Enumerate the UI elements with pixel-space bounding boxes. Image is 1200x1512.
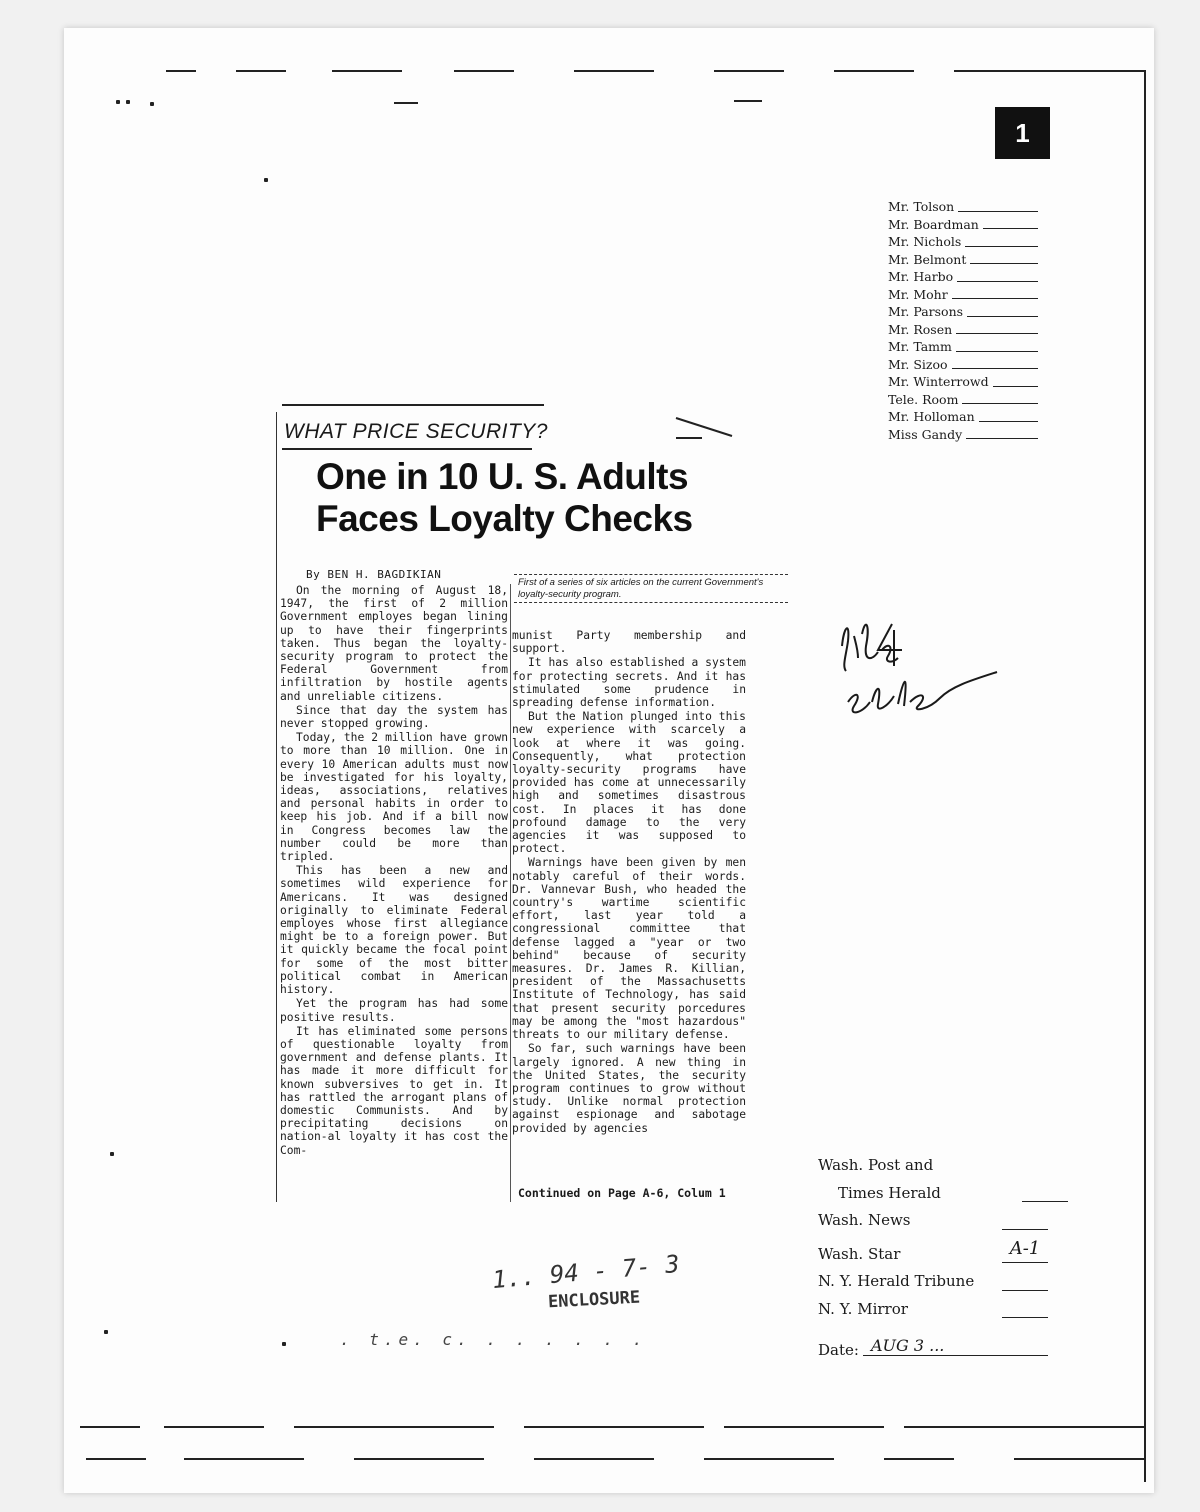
- paragraph: Yet the program has had some positive results.: [280, 997, 508, 1024]
- routing-row: [888, 356, 1038, 374]
- routing-blank: [952, 298, 1038, 299]
- article-headline: [316, 456, 693, 540]
- routing-name: Mr. Rosen: [888, 321, 953, 337]
- publication-row: [818, 1268, 1048, 1296]
- speck: [104, 1330, 108, 1334]
- newspaper-clipping: [276, 404, 764, 1204]
- routing-name: Mr. Parsons: [888, 304, 964, 319]
- border-dash: [834, 70, 914, 72]
- continued-line: Continued on Page A-6, Colum 1: [518, 1186, 726, 1200]
- routing-row: [888, 321, 1038, 339]
- publication-name: N. Y. Mirror: [818, 1299, 908, 1318]
- speck: [264, 178, 268, 182]
- border-dash: [724, 1426, 884, 1428]
- paragraph: Since that day the system has never stopped growing.: [280, 703, 508, 731]
- paragraph: But the Nation plunged into this new experience with scarcely a look at where it was going. Consequently, what protection loyalty-security programs have provided has come at unnecessarily high and sometimes disastrous cost. In places it has done profound damage to the very agencies it was supposed to protect.: [512, 710, 746, 856]
- routing-slip: [888, 198, 1038, 443]
- routing-row: [888, 216, 1038, 234]
- clipping-top-rule: [282, 404, 544, 406]
- routing-blank: [967, 316, 1038, 317]
- routing-name: Mr. Tolson: [888, 199, 955, 214]
- routing-name: Tele. Room: [888, 391, 959, 407]
- publication-row: [818, 1152, 1048, 1180]
- article-column-2: [512, 629, 746, 1136]
- publication-name: Wash. News: [818, 1211, 911, 1229]
- publication-mark: A-1: [1002, 1235, 1048, 1264]
- border-dash: [354, 1458, 484, 1460]
- routing-blank: [970, 263, 1038, 264]
- routing-row: [888, 303, 1038, 321]
- pen-stroke: [672, 412, 742, 442]
- routing-blank: [965, 246, 1038, 247]
- kicker-rule: [282, 448, 532, 450]
- routing-blank: [966, 438, 1038, 439]
- paragraph: On the morning of August 18, 1947, the first of 2 million Government employes began lining up to have their fingerprints taken. Thus began the loyalty-security program to protect the Federal Government from infiltration by hostile agents and unreliable citizens.: [280, 584, 508, 703]
- routing-row: [888, 233, 1038, 251]
- speck: [150, 102, 154, 106]
- paragraph: This has been a new and sometimes wild experience for Americans. It was designed originally to eliminate Federal employes whose first allegiance might be to a foreign power. But it quickly became the focal point for some of the most bitter political combat in American history.: [280, 864, 508, 997]
- routing-name: Mr. Sizoo: [888, 356, 948, 372]
- date-label: Date:: [818, 1341, 859, 1359]
- publication-row: [818, 1180, 1068, 1208]
- speck: [282, 1342, 286, 1346]
- border-dash: [294, 1426, 494, 1428]
- routing-name: Mr. Nichols: [888, 234, 962, 249]
- speck: [126, 100, 130, 104]
- date-row: [818, 1336, 1048, 1359]
- page-number-badge: 1: [995, 107, 1050, 159]
- publication-list: [818, 1152, 1068, 1323]
- article-byline: By BEN H. BAGDIKIAN: [306, 568, 442, 581]
- border-dash: [524, 1426, 704, 1428]
- border-dash: [236, 70, 286, 72]
- border-dash: [574, 70, 654, 72]
- paragraph: Today, the 2 million have grown to more than 10 million. One in every 10 American adults must now be investigated for his loyalty, ideas, associations, relatives and personal habits in order to keep his job. And if a bill now in Congress becomes law the number could be more than tripled.: [280, 731, 508, 864]
- headline-line-1: One in 10 U. S. Adults: [316, 456, 689, 497]
- routing-name: Miss Gandy: [888, 426, 963, 442]
- paragraph: It has also established a system for protecting secrets. And it has stimulated some prudence in spreading defense information.: [512, 656, 746, 710]
- article-column-1: [280, 584, 508, 1158]
- border-dash: [80, 1426, 140, 1428]
- routing-blank: [952, 368, 1038, 369]
- border-dash: [166, 70, 196, 72]
- routing-row: [888, 251, 1038, 269]
- border-dash: [86, 1458, 146, 1460]
- border-dash: [704, 1458, 834, 1460]
- border-dash: [454, 70, 514, 72]
- routing-blank: [956, 351, 1038, 352]
- routing-row: [888, 338, 1038, 356]
- routing-blank: [957, 281, 1038, 282]
- border-dash: [904, 1426, 1144, 1428]
- enclosure-stamp: ENCLOSURE: [547, 1287, 641, 1313]
- routing-blank: [962, 403, 1038, 404]
- article-kicker: WHAT PRICE SECURITY?: [284, 420, 548, 443]
- bottom-scrawl: . t.e. c. . . . . . .: [340, 1330, 648, 1349]
- routing-name: Mr. Belmont: [888, 251, 967, 267]
- routing-row: [888, 268, 1038, 286]
- routing-name: Mr. Harbo: [888, 269, 954, 284]
- publication-name: N. Y. Herald Tribune: [818, 1272, 975, 1290]
- paragraph: It has eliminated some persons of questionable loyalty from government and defense plants. It has made it more difficult for known subversives to get in. It has rattled the arrogant plans of domestic Communists. And by precipitating decisions on nation-al loyalty it has cost the Com-: [280, 1024, 508, 1157]
- border-dash: [184, 1458, 304, 1460]
- publication-blank: [1002, 1317, 1048, 1318]
- publication-name: Wash. Post and: [818, 1156, 934, 1174]
- speck: [110, 1152, 114, 1156]
- stamp-number: 1.. 94 - 7- 3: [491, 1249, 681, 1295]
- column-rule: [510, 584, 511, 1202]
- date-value: AUG 3 ...: [863, 1336, 1048, 1356]
- publication-blank: [1002, 1290, 1048, 1291]
- clipping-left-edge: [276, 412, 277, 1202]
- publication-blank: [1002, 1229, 1048, 1230]
- routing-name: Mr. Mohr: [888, 286, 948, 302]
- publication-name: Wash. Star: [818, 1244, 901, 1263]
- routing-name: Mr. Holloman: [888, 409, 975, 424]
- publication-row: [818, 1207, 1048, 1235]
- publication-name: Times Herald: [838, 1183, 941, 1202]
- publication-row: [818, 1296, 1048, 1324]
- paragraph: So far, such warnings have been largely ignored. A new thing in the United States, the security program continues to grow without study. Unlike normal protection against espionage and sabotage provided by agencies: [512, 1042, 746, 1135]
- routing-row: [888, 408, 1038, 426]
- border-dash: [734, 100, 762, 102]
- routing-name: Mr. Winterrowd: [888, 374, 989, 389]
- paragraph: Warnings have been given by men notably careful of their words. Dr. Vannevar Bush, who headed the country's wartime scientific effort, last year told a congressional committee that defense lagged a "year or two behind" because of security measures. Dr. James R. Killian, president of the Massachusetts Institute of Technology, has said that present security porcedures may be among the "most hazardous" threats to our military defense.: [512, 856, 746, 1042]
- headline-line-2: Faces Loyalty Checks: [316, 498, 693, 539]
- routing-blank: [956, 333, 1038, 334]
- routing-row: [888, 426, 1038, 444]
- editor-note: First of a series of six articles on the current Government's loyalty-security program.: [514, 574, 788, 603]
- border-dash: [332, 70, 402, 72]
- border-right: [1144, 70, 1146, 1482]
- border-dash: [884, 1458, 954, 1460]
- border-dash: [534, 1458, 654, 1460]
- border-dash: [1014, 1458, 1144, 1460]
- paragraph: munist Party membership and support.: [512, 629, 746, 656]
- border-dash: [394, 102, 418, 104]
- routing-row: [888, 391, 1038, 409]
- routing-row: [888, 198, 1038, 216]
- routing-name: Mr. Boardman: [888, 216, 979, 232]
- publication-row: [818, 1235, 1048, 1269]
- routing-row: [888, 373, 1038, 391]
- routing-row: [888, 286, 1038, 304]
- border-dash: [714, 70, 784, 72]
- speck: [116, 100, 120, 104]
- routing-blank: [979, 421, 1038, 422]
- handwritten-note: [832, 606, 1002, 736]
- publication-blank: [1022, 1201, 1068, 1202]
- routing-blank: [993, 386, 1038, 387]
- routing-name: Mr. Tamm: [888, 339, 952, 354]
- border-dash: [954, 70, 1144, 72]
- routing-blank: [983, 228, 1038, 229]
- routing-blank: [958, 211, 1038, 212]
- border-dash: [164, 1426, 264, 1428]
